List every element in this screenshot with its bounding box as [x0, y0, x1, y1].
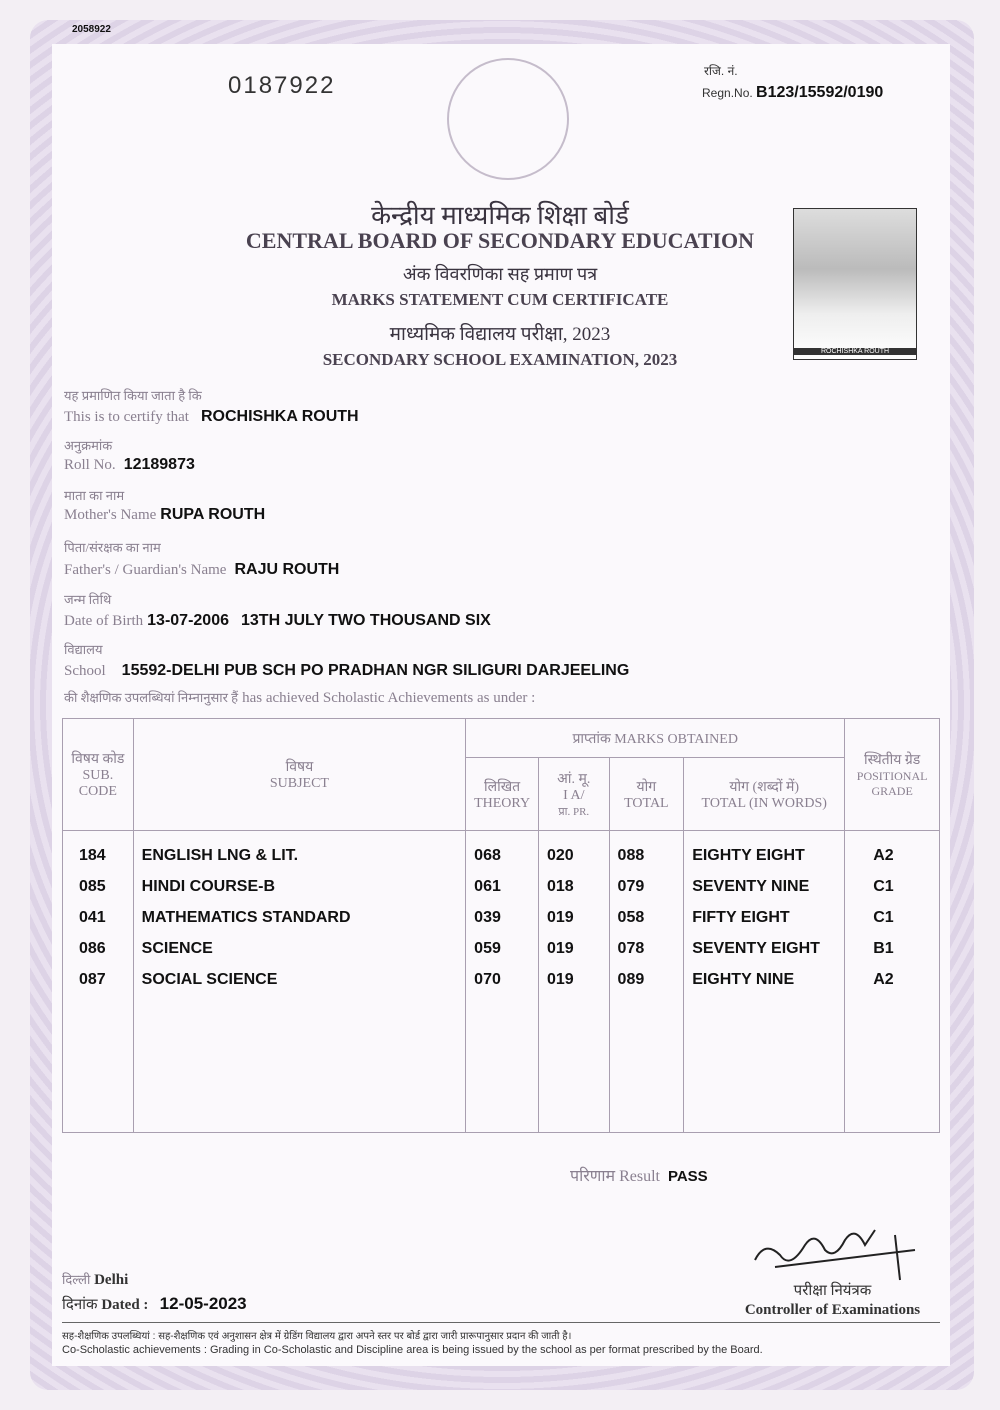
controller-label: Controller of Examinations: [744, 1302, 921, 1318]
student-name: ROCHISHKA ROUTH: [200, 408, 359, 425]
board-name-hindi: केन्द्रीय माध्यमिक शिक्षा बोर्ड: [371, 201, 629, 230]
ia-header-hindi: आं. मू.: [557, 772, 591, 787]
total-header-hindi: योग: [636, 779, 657, 795]
roll-number: 12189873: [123, 456, 195, 473]
code-header-hindi: विषय कोड: [71, 752, 125, 767]
empty-cell: [684, 1002, 845, 1133]
school-label: School: [64, 663, 106, 679]
table-row: [63, 971, 940, 1002]
certify-hindi: यह प्रमाणित किया जाता है कि: [64, 388, 202, 403]
mother-name: RUPA ROUTH: [160, 506, 266, 523]
empty-cell: [845, 1002, 940, 1133]
cell-theory: 061: [466, 878, 539, 909]
regn-label: Regn.No.: [702, 86, 753, 100]
regn-hindi: रजि. नं.: [704, 64, 738, 78]
regn-number: B123/15592/0190: [756, 84, 884, 101]
cell-subject: HINDI COURSE-B: [133, 878, 466, 909]
father-name: RAJU ROUTH: [234, 561, 340, 578]
board-name: CENTRAL BOARD OF SECONDARY EDUCATION: [245, 228, 755, 253]
certificate-number: 0187922: [228, 72, 336, 99]
school-hindi: विद्यालय: [64, 642, 103, 657]
cell-code: 085: [63, 878, 134, 909]
table-row: [63, 831, 940, 879]
cell-code: 086: [63, 940, 134, 971]
words-header-hindi: योग (शब्दों में): [729, 779, 799, 795]
cell-total: 079: [609, 878, 684, 909]
controller-signature: [745, 1225, 920, 1285]
code-header: SUB. CODE: [78, 768, 117, 799]
dob-label: Date of Birth: [64, 613, 144, 629]
result-value: PASS: [667, 1168, 708, 1185]
place-value: Delhi: [94, 1272, 129, 1288]
doc-title: MARKS STATEMENT CUM CERTIFICATE: [331, 290, 669, 309]
cell-code: 041: [63, 909, 134, 940]
exam-title-hindi: माध्यमिक विद्यालय परीक्षा, 2023: [389, 324, 611, 345]
cell-ia: 020: [538, 831, 609, 879]
cell-code: 184: [63, 831, 134, 879]
cell-subject: ENGLISH LNG & LIT.: [133, 831, 466, 879]
cell-grade: C1: [845, 909, 940, 940]
footer-note: Co-Scholastic achievements : Grading in Co-Scholastic and Discipline area is being issued by the school as per format prescribed by the Board.: [62, 1344, 763, 1356]
cell-total: 088: [609, 831, 684, 879]
empty-cell: [133, 1002, 466, 1133]
cell-words: SEVENTY EIGHT: [684, 940, 845, 971]
table-filler-row: [63, 1002, 940, 1133]
dob-words: 13TH JULY TWO THOUSAND SIX: [241, 612, 491, 629]
cell-subject: SCIENCE: [133, 940, 466, 971]
cell-ia: 019: [538, 940, 609, 971]
table-row: [63, 940, 940, 971]
mother-hindi: माता का नाम: [64, 488, 125, 503]
cell-subject: SOCIAL SCIENCE: [133, 971, 466, 1002]
grade-header-hindi: स्थितीय ग्रेड: [863, 753, 921, 768]
dob-hindi: जन्म तिथि: [64, 592, 112, 607]
father-hindi: पिता/संरक्षक का नाम: [64, 540, 161, 555]
subject-header: SUBJECT: [269, 776, 329, 791]
cell-words: EIGHTY EIGHT: [684, 831, 845, 879]
cbse-seal-logo: [447, 58, 569, 180]
school-value: 15592-DELHI PUB SCH PO PRADHAN NGR SILIGURI DARJEELING: [121, 662, 630, 679]
student-photo: [793, 208, 917, 360]
subject-header-hindi: विषय: [285, 760, 314, 775]
cell-grade: C1: [845, 878, 940, 909]
table-row: [63, 909, 940, 940]
roll-label: Roll No.: [64, 457, 116, 473]
cell-grade: A2: [845, 971, 940, 1002]
words-header: TOTAL (IN WORDS): [701, 795, 827, 811]
grade-header: POSITIONAL GRADE: [856, 769, 928, 798]
cell-ia: 018: [538, 878, 609, 909]
achieved-hindi: की शैक्षणिक उपलब्धियां निम्नानुसार हैं: [64, 690, 239, 705]
marks-table: [62, 718, 940, 1133]
place-hindi: दिल्ली: [62, 1272, 91, 1287]
cell-total: 078: [609, 940, 684, 971]
cell-theory: 070: [466, 971, 539, 1002]
doc-title-hindi: अंक विवरणिका सह प्रमाण पत्र: [402, 264, 598, 284]
cell-code: 087: [63, 971, 134, 1002]
roll-hindi: अनुक्रमांक: [64, 438, 113, 453]
father-label: Father's / Guardian's Name: [64, 562, 227, 578]
cell-grade: A2: [845, 831, 940, 879]
theory-header-hindi: लिखित: [483, 779, 521, 795]
exam-title: SECONDARY SCHOOL EXAMINATION, 2023: [322, 350, 678, 369]
marks-header-hindi: प्राप्तांक: [572, 731, 611, 747]
dated-value: 12-05-2023: [159, 1294, 247, 1313]
marks-header: MARKS OBTAINED: [614, 731, 738, 747]
cell-theory: 039: [466, 909, 539, 940]
cell-total: 058: [609, 909, 684, 940]
cell-ia: 019: [538, 971, 609, 1002]
empty-cell: [63, 1002, 134, 1133]
photo-caption: ROCHISHKA ROUTH: [794, 348, 916, 355]
cell-ia: 019: [538, 909, 609, 940]
mother-label: Mother's Name: [64, 507, 157, 523]
dated-hindi: दिनांक: [62, 1297, 98, 1313]
cell-words: EIGHTY NINE: [684, 971, 845, 1002]
controller-hindi: परीक्षा नियंत्रक: [793, 1283, 872, 1299]
ia-header: I A/: [563, 788, 585, 803]
dated-label: Dated :: [101, 1297, 149, 1313]
cell-total: 089: [609, 971, 684, 1002]
total-header: TOTAL: [624, 795, 669, 811]
certify-label: This is to certify that: [64, 409, 189, 425]
achieved-label: has achieved Scholastic Achievements as under :: [242, 690, 536, 706]
empty-cell: [538, 1002, 609, 1133]
cell-words: SEVENTY NINE: [684, 878, 845, 909]
theory-header: THEORY: [474, 795, 531, 811]
cell-grade: B1: [845, 940, 940, 971]
result-hindi: परिणाम: [570, 1168, 616, 1185]
result-label: Result: [619, 1168, 660, 1185]
dob-value: 13-07-2006: [147, 612, 229, 629]
empty-cell: [609, 1002, 684, 1133]
pr-header: प्रा. PR.: [558, 806, 590, 818]
cell-theory: 059: [466, 940, 539, 971]
serial-number: 2058922: [72, 24, 111, 35]
cell-theory: 068: [466, 831, 539, 879]
table-row: [63, 878, 940, 909]
cell-words: FIFTY EIGHT: [684, 909, 845, 940]
cell-subject: MATHEMATICS STANDARD: [133, 909, 466, 940]
footer-note-hindi: सह-शैक्षणिक उपलब्धियां : सह-शैक्षणिक एवं अनुशासन क्षेत्र में ग्रेडिंग विद्यालय द्वारा अपने स्तर पर बोर्ड द्वारा जारी प्रारूपानुसार प्रदान की जाती है।: [62, 1331, 572, 1342]
empty-cell: [466, 1002, 539, 1133]
